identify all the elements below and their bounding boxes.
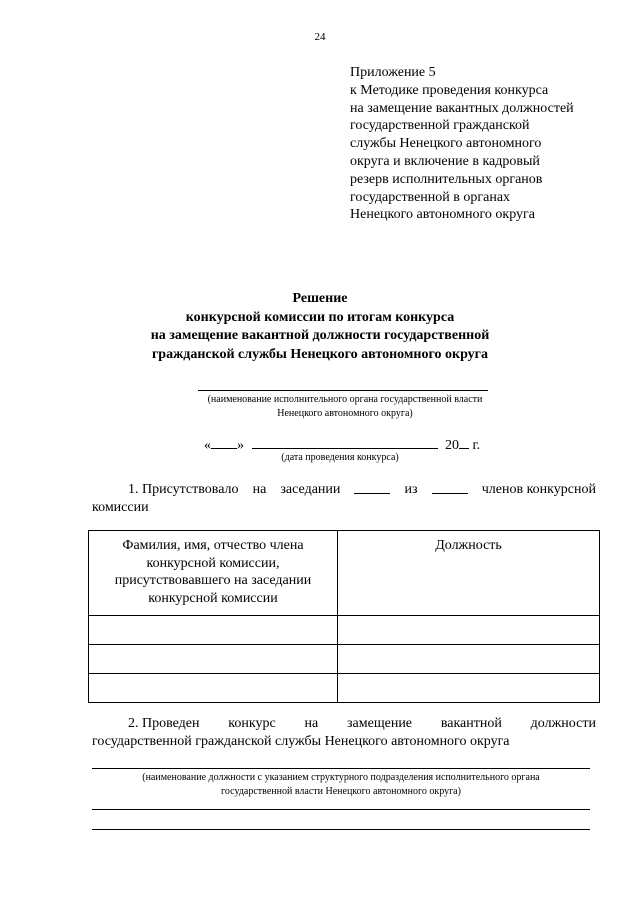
blank-line[interactable] (92, 829, 590, 830)
title-line: гражданской службы Ненецкого автономного округа (151, 346, 489, 362)
item2-word: на (304, 716, 319, 731)
year-blank[interactable] (459, 435, 469, 449)
item1-word: 1. Присутствовало (128, 482, 239, 497)
close-quote: » (237, 438, 244, 453)
page-number: 24 (314, 31, 326, 43)
day-blank[interactable] (211, 435, 237, 449)
table-cell[interactable] (89, 645, 338, 674)
table-header-row (89, 531, 600, 616)
item2-word: конкурс (228, 716, 276, 731)
title-line: Решение (292, 291, 348, 306)
item2-word: вакантной (440, 716, 502, 731)
total-count-blank[interactable] (432, 481, 468, 494)
present-count-blank[interactable] (354, 481, 390, 494)
appendix-line: резерв исполнительных органов (350, 171, 543, 187)
blank-line[interactable] (92, 809, 590, 810)
table-cell[interactable] (89, 616, 338, 645)
item2-word: должности (530, 716, 596, 731)
open-quote: « (204, 438, 211, 453)
appendix-line: Ненецкого автономного округа (350, 207, 535, 223)
date-caption: (дата проведения конкурса) (281, 452, 399, 463)
year-prefix: 20 (445, 438, 459, 453)
org-caption-line: (наименование исполнительного органа государственной власти (207, 394, 483, 405)
item1-tail: членов конкурсной (481, 482, 596, 497)
position-caption-line: государственной власти Ненецкого автономного округа) (221, 785, 461, 797)
appendix-line: государственной гражданской (350, 118, 530, 134)
table-cell[interactable] (338, 674, 600, 703)
position-caption-line: (наименование должности с указанием структурного подразделения исполнительного органа (142, 772, 540, 783)
item2-continuation: государственной гражданской службы Ненецкого автономного округа (92, 734, 510, 749)
appendix-line: государственной в органах (350, 189, 511, 205)
appendix-line: службы Ненецкого автономного (350, 136, 542, 152)
item1-from: из (404, 482, 418, 497)
item1-continuation: комиссии (92, 500, 149, 515)
table-row (89, 645, 600, 674)
position-caption (92, 771, 590, 798)
item2-word: замещение (347, 716, 413, 731)
item1-word: заседании (280, 482, 341, 497)
org-caption-line: Ненецкого автономного округа) (277, 408, 413, 419)
position-blank-line[interactable] (92, 768, 590, 769)
table-cell[interactable] (89, 674, 338, 703)
item-1-paragraph (92, 481, 596, 517)
header-member-name: Фамилия, имя, отчество члена конкурсной комиссии, присутствовавшего на заседании конкурсной комиссии (89, 531, 338, 616)
table-cell[interactable] (338, 616, 600, 645)
appendix-line: Приложение 5 (350, 65, 436, 80)
header-position: Должность (338, 531, 600, 616)
year-suffix: г. (472, 438, 481, 453)
members-table (88, 530, 600, 703)
appendix-line: к Методике проведения конкурса (350, 82, 549, 98)
document-title (0, 290, 640, 364)
item-2-paragraph (92, 715, 596, 751)
month-blank[interactable] (252, 435, 438, 449)
appendix-block (350, 64, 574, 224)
item1-word: на (252, 482, 267, 497)
table-cell[interactable] (338, 645, 600, 674)
title-line: на замещение вакантной должности государственной (150, 328, 490, 343)
org-name-caption (150, 393, 540, 421)
title-line: конкурсной комиссии по итогам конкурса (185, 309, 455, 325)
appendix-line: округа и включение в кадровый (350, 153, 540, 169)
org-name-blank-line[interactable] (198, 390, 488, 391)
table-row (89, 674, 600, 703)
table-row (89, 616, 600, 645)
item2-word: 2. Проведен (128, 716, 200, 731)
appendix-line: на замещение вакантных должностей (350, 100, 574, 116)
